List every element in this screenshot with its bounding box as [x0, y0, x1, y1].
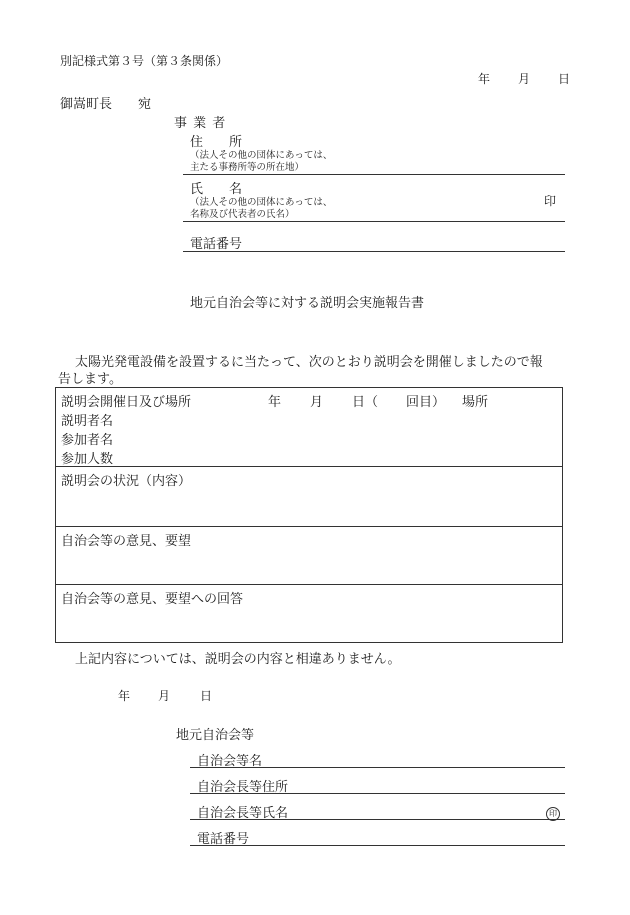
count-label: 参加人数 [61, 452, 114, 467]
row-date-place: 場所 [462, 395, 489, 410]
report-table [55, 387, 563, 643]
row-date-day: 日（ [352, 395, 379, 410]
sign-date-month: 月 [158, 689, 171, 703]
addressee: 御嵩町長 宛 [60, 97, 152, 112]
name-label: 氏 名 [190, 182, 243, 197]
association-phone-label: 電話番号 [197, 832, 250, 847]
phone-label: 電話番号 [190, 237, 243, 252]
seal-mark-text: 印 [546, 807, 560, 821]
date-header-day: 日 [558, 72, 571, 86]
confirmation-text: 上記内容については、説明会の内容と相違ありません。 [75, 652, 401, 667]
row-date-month: 月 [310, 395, 324, 410]
intro-line-2: 告します。 [58, 372, 122, 387]
address-note-1: （法人その他の団体にあっては、 [190, 150, 333, 161]
applicant-seal-mark: 印 [544, 194, 557, 208]
leader-name-label: 自治会長等氏名 [197, 806, 289, 821]
row-date-place-label: 説明会開催日及び場所 [61, 395, 192, 410]
document-title: 地元自治会等に対する説明会実施報告書 [190, 296, 425, 311]
opinions-label: 自治会等の意見、要望 [61, 534, 192, 549]
presenter-label: 説明者名 [61, 414, 114, 429]
address-line [183, 174, 565, 175]
date-header-month: 月 [518, 72, 531, 86]
row-date-times: 回目） [406, 395, 446, 410]
association-name-label: 自治会等名 [197, 754, 263, 769]
table-divider [56, 466, 562, 467]
answers-label: 自治会等の意見、要望への回答 [61, 592, 244, 607]
name-line [183, 221, 565, 222]
address-label: 住 所 [190, 135, 243, 150]
form-number: 別記様式第３号（第３条関係） [60, 54, 229, 68]
phone-line [183, 251, 565, 252]
association-phone-line [190, 845, 565, 846]
status-label: 説明会の状況（内容） [61, 474, 192, 489]
date-header-year: 年 [478, 72, 491, 86]
name-note-2: 名称及び代表者の氏名） [190, 209, 295, 220]
address-note-2: 主たる事務所等の所在地） [190, 162, 305, 173]
sign-date-day: 日 [200, 689, 213, 703]
table-divider [56, 526, 562, 527]
association-heading: 地元自治会等 [176, 728, 255, 743]
name-note-1: （法人その他の団体にあっては、 [190, 197, 333, 208]
intro-line-1: 太陽光発電設備を設置するに当たって、次のとおり説明会を開催しましたので報 [75, 355, 543, 370]
association-name-line [190, 767, 565, 768]
leader-name-line [190, 819, 565, 820]
row-date-year: 年 [268, 395, 282, 410]
leader-address-line [190, 793, 565, 794]
attendee-label: 参加者名 [61, 433, 114, 448]
applicant-heading: 事 業 者 [174, 116, 227, 131]
sign-date-year: 年 [118, 689, 131, 703]
leader-address-label: 自治会長等住所 [197, 780, 289, 795]
seal-mark-circled [546, 801, 560, 821]
table-divider [56, 584, 562, 585]
